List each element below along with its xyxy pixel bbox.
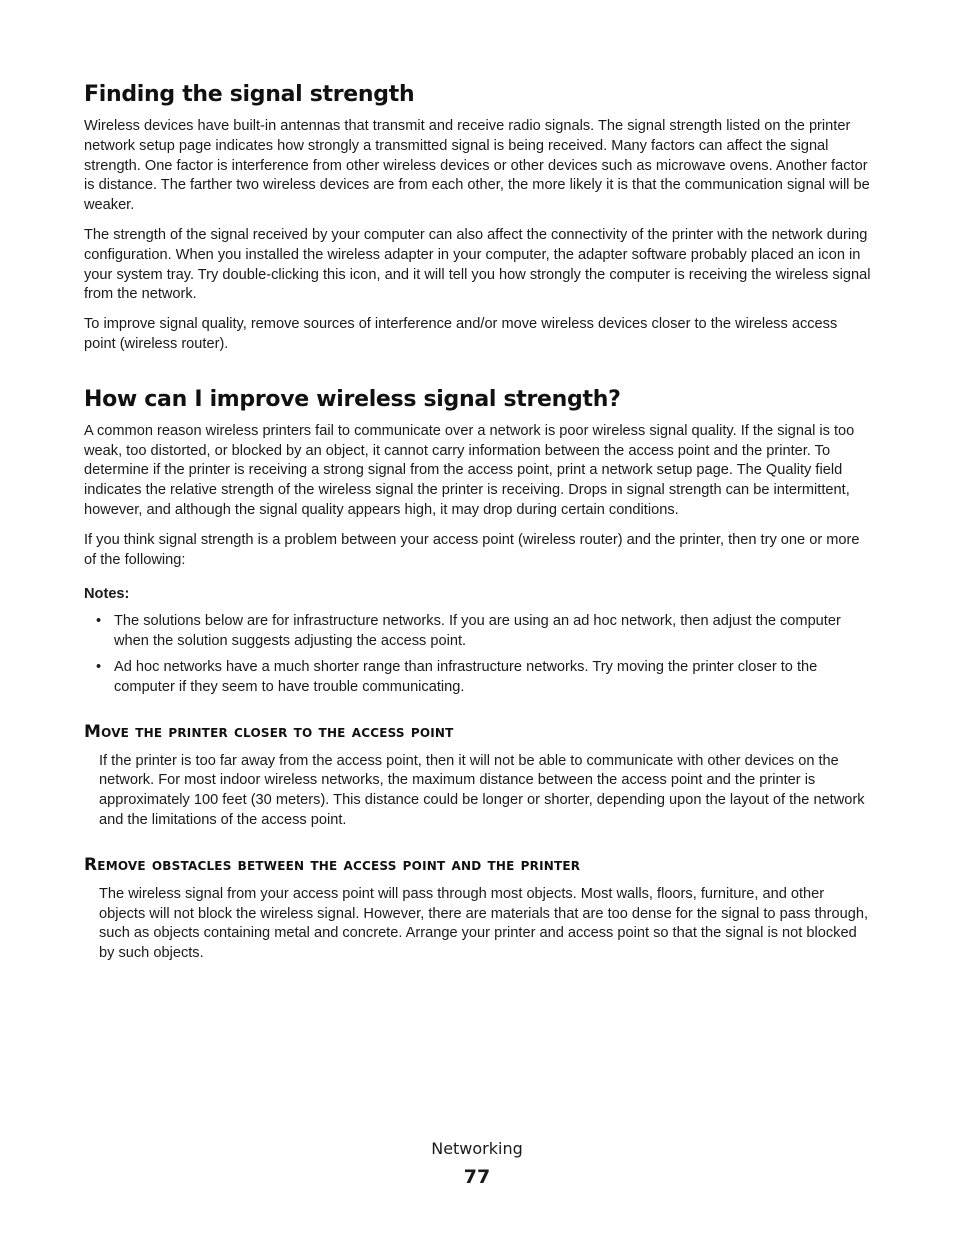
bullet-icon: • [96, 613, 102, 630]
subsection-text: The wireless signal from your access point will pass through most objects. Most walls, floors, furniture, and other objects will not block the wireless signal. However, there are materials that are too dense for the signal to pass through, such as objects containing metal and concrete. Arrange your printer and access point so that the signal is not blocked by such objects. [99, 885, 869, 962]
paragraph: The strength of the signal received by your computer can also affect the connectivity of the printer with the network during configuration. When you installed the wireless adapter in your computer, the adapter software probably placed an icon in your system tray. Try double-clicking this icon, and it will tell you how strongly the computer is receiving the wireless signal from the network. [84, 226, 871, 303]
subsection-text: If the printer is too far away from the access point, then it will not be able to communicate with other devices on the network. For most indoor wireless networks, the maximum distance between the access point and the printer is approximately 100 feet (30 meters). This distance could be longer or shorter, depending upon the layout of the network and the limitations of the access point. [99, 752, 865, 828]
notes-list [84, 612, 872, 697]
list-item [84, 658, 872, 698]
paragraph: Wireless devices have built-in antennas that transmit and receive radio signals. The signal strength listed on the printer network setup page indicates how strongly a transmitted signal is being received. Many factors can affect the signal strength. One factor is interference from other wireless devices or other devices such as microwave ovens. Another factor is distance. The farther two wireless devices are from each other, the more likely it is that the communication signal will be weaker. [84, 118, 870, 214]
note-text: The solutions below are for infrastructure networks. If you are using an ad hoc network, then adjust the computer when the solution suggests adjusting the access point. [114, 613, 841, 650]
page-content [84, 82, 872, 974]
list-item [84, 612, 872, 652]
paragraph: If you think signal strength is a problem between your access point (wireless router) and the printer, then try one or more of the following: [84, 531, 860, 568]
section-title-improve-signal: How can I improve wireless signal strength? [84, 386, 621, 412]
paragraph: To improve signal quality, remove sources of interference and/or move wireless devices closer to the wireless access point (wireless router). [84, 316, 838, 352]
subsection-title-move-printer: Move the printer closer to the access point [84, 721, 454, 742]
bullet-icon: • [96, 658, 102, 675]
footer-section-label: Networking [431, 1139, 523, 1158]
paragraph: A common reason wireless printers fail to communicate over a network is poor wireless signal quality. If the signal is too weak, too distorted, or blocked by an object, it cannot carry information between the access point and the printer. To determine if the printer is receiving a strong signal from the access point, print a network setup page. The Quality field indicates the relative strength of the wireless signal the printer is receiving. Drops in signal strength can be intermittent, however, and although the signal quality appears high, it may drop during certain conditions. [84, 422, 855, 518]
notes-label: Notes: [84, 586, 130, 603]
note-text: Ad hoc networks have a much shorter range than infrastructure networks. Try moving the printer closer to the computer if they seem to have trouble communicating. [114, 658, 818, 695]
subsection-title-remove-obstacles: Remove obstacles between the access point and the printer [84, 854, 581, 875]
page-number: 77 [463, 1166, 491, 1188]
section-title-signal-strength: Finding the signal strength [84, 82, 415, 107]
